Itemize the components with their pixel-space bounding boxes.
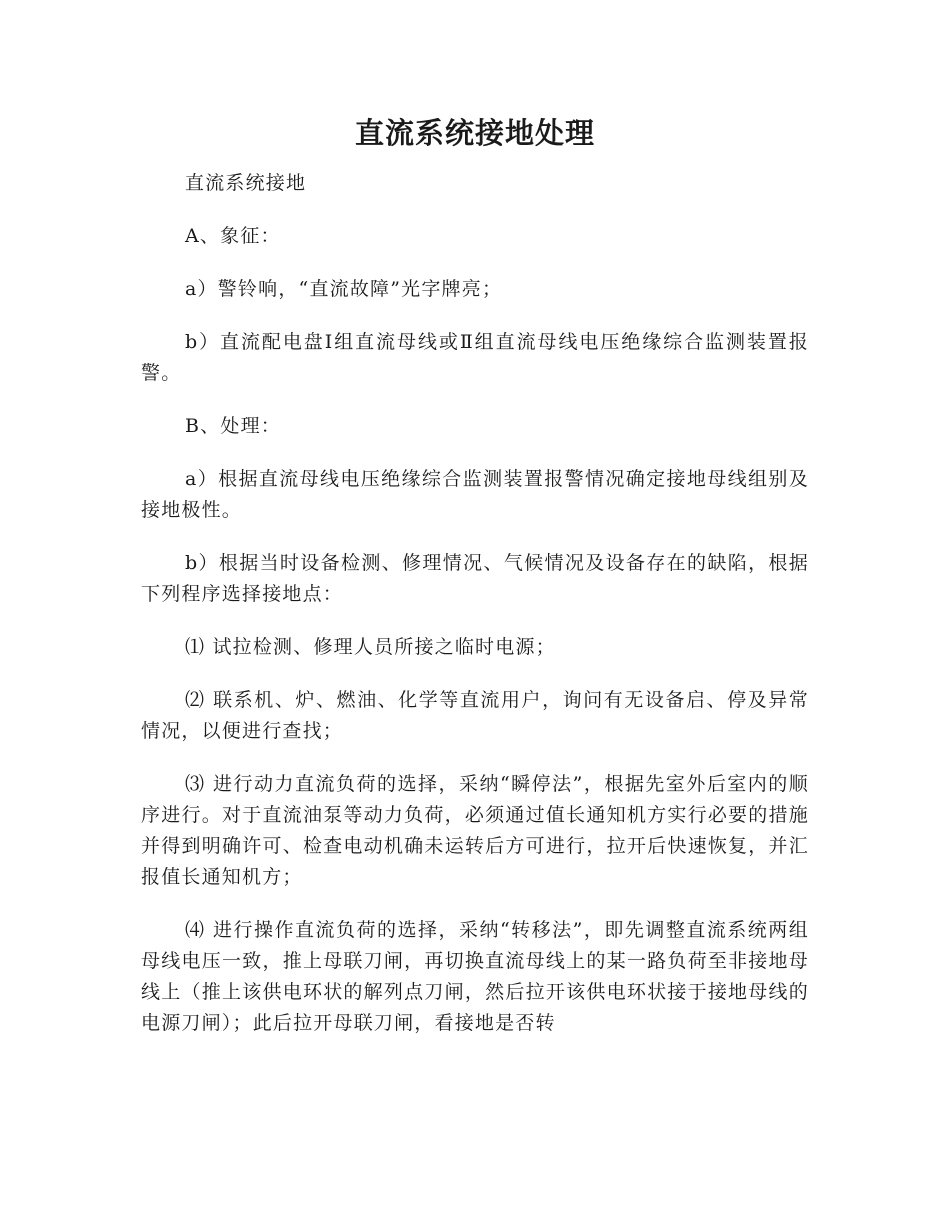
handling-item-b: b）根据当时设备检测、修理情况、气候情况及设备存在的缺陷，根据下列程序选择接地点： — [141, 552, 809, 605]
handling-item-a: a）根据直流母线电压绝缘综合监测装置报警情况确定接地母线组别及接地极性。 — [141, 468, 809, 521]
handling-heading: B、处理： — [185, 415, 281, 437]
procedure-step-4: ⑷ 进行操作直流负荷的选择，采纳“转移法”，即先调整直流系统两组母线电压一致，推上母联刀闸，再切换直流母线上的某一路负荷至非接地母线上（推上该供电环状的解列点刀闸，然后拉开该供电环状接于接地母线的电源刀闸）；此后拉开母联刀闸，看接地是否转 — [141, 919, 809, 1034]
procedure-step-3: ⑶ 进行动力直流负荷的选择，采纳“瞬停法”，根据先室外后室内的顺序进行。对于直流油泵等动力负荷，必须通过值长通知机方实行必要的措施并得到明确许可、检查电动机确未运转后方可进行，拉开后快速恢复，并汇报值长通知机方； — [141, 773, 809, 888]
procedure-step-2: ⑵ 联系机、炉、燃油、化学等直流用户，询问有无设备启、停及异常情况，以便进行查找； — [141, 689, 809, 742]
document-body — [141, 168, 809, 1061]
symptom-heading: A、象征： — [185, 225, 281, 247]
document-title: 直流系统接地处理 — [354, 116, 595, 150]
symptom-item-b: b）直流配电盘Ⅰ组直流母线或Ⅱ组直流母线电压绝缘综合监测装置报警。 — [141, 331, 809, 384]
symptom-item-a: a）警铃响，“直流故障”光字牌亮； — [185, 278, 503, 300]
section-heading: 直流系统接地 — [185, 172, 307, 194]
procedure-step-1: ⑴ 试拉检测、修理人员所接之临时电源； — [185, 636, 556, 658]
